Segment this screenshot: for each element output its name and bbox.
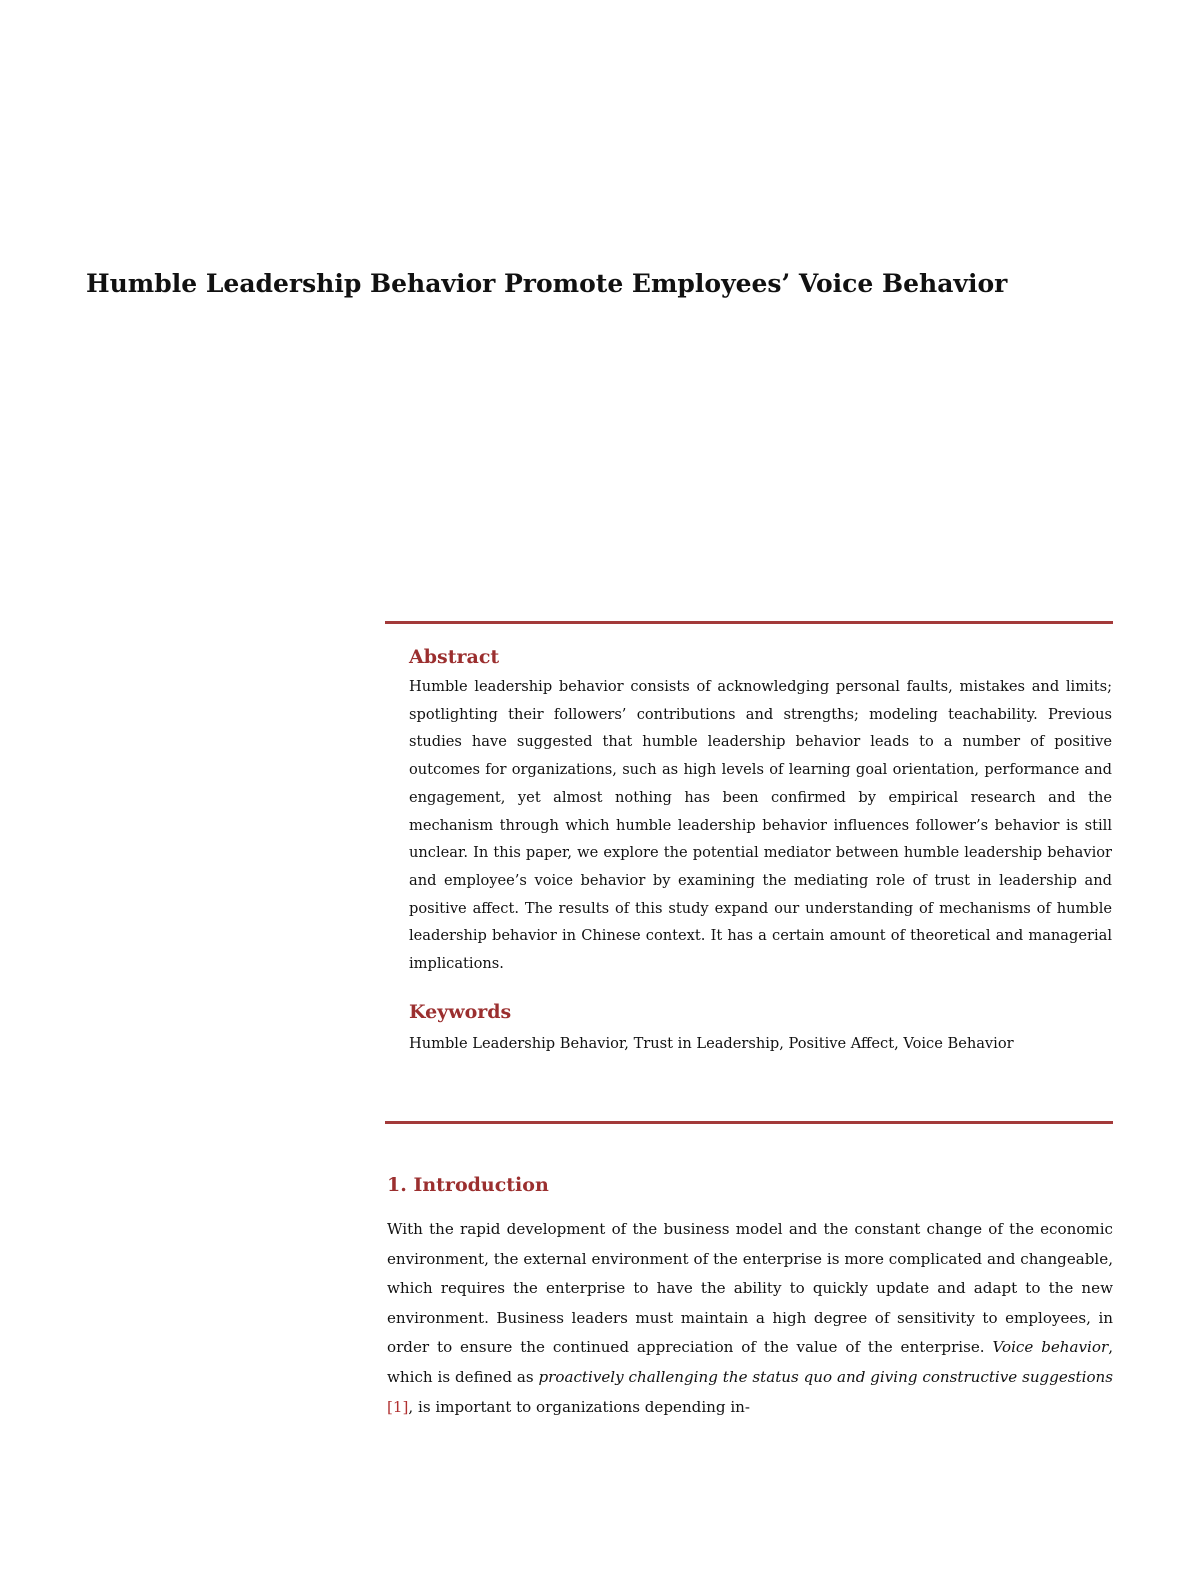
keywords-text: Humble Leadership Behavior, Trust in Leadership, Positive Affect, Voice Behavior: [409, 1034, 1014, 1052]
paper-title: Humble Leadership Behavior Promote Employees’ Voice Behavior: [86, 269, 1008, 298]
abstract-top-rule: [385, 621, 1113, 624]
keywords-heading: Keywords: [409, 1000, 512, 1023]
introduction-paragraph: [387, 1215, 1113, 1422]
citation-link[interactable]: [1]: [387, 1397, 409, 1416]
abstract-heading: Abstract: [409, 646, 500, 668]
introduction-text-part: , which is defined as: [387, 1338, 1113, 1386]
abstract-bottom-rule: [385, 1121, 1113, 1124]
abstract-text: Humble leadership behavior consists of acknowledging personal faults, mistakes and limits; spotlighting their followers’ contributions and strengths; modeling teachability. Previous studies have suggested that humble leadership behavior leads to a number of positive outcomes for organizations, such as high levels of learning goal orientation, performance and engagement, yet almost nothing has been confirmed by empirical research and the mechanism through which humble leadership behavior influences follower’s behavior is still unclear. In this paper, we explore the potential mediator between humble leadership behavior and employee’s voice behavior by examining the mediating role of trust in leadership and positive affect. The results of this study expand our understanding of mechanisms of humble leadership behavior in Chinese context. It has a certain amount of theoretical and managerial implications.: [409, 678, 1112, 973]
voice-behavior-term: Voice behavior: [992, 1338, 1109, 1357]
abstract-section: [409, 641, 1112, 1058]
voice-behavior-definition: proactively challenging the status quo and giving constructive suggestions: [538, 1367, 1113, 1386]
introduction-section: [387, 1169, 1113, 1422]
introduction-text-part: With the rapid development of the business model and the constant change of the economic environment, the external environment of the enterprise is more complicated and changeable, which requires the enterprise to have the ability to quickly update and adapt to the new environment. Business leaders must maintain a high degree of sensitivity to employees, in order to ensure the continued appreciation of the value of the enterprise.: [387, 1220, 1113, 1357]
introduction-text-part: , is important to organizations depending in-: [408, 1397, 750, 1416]
introduction-heading: 1. Introduction: [387, 1174, 549, 1196]
